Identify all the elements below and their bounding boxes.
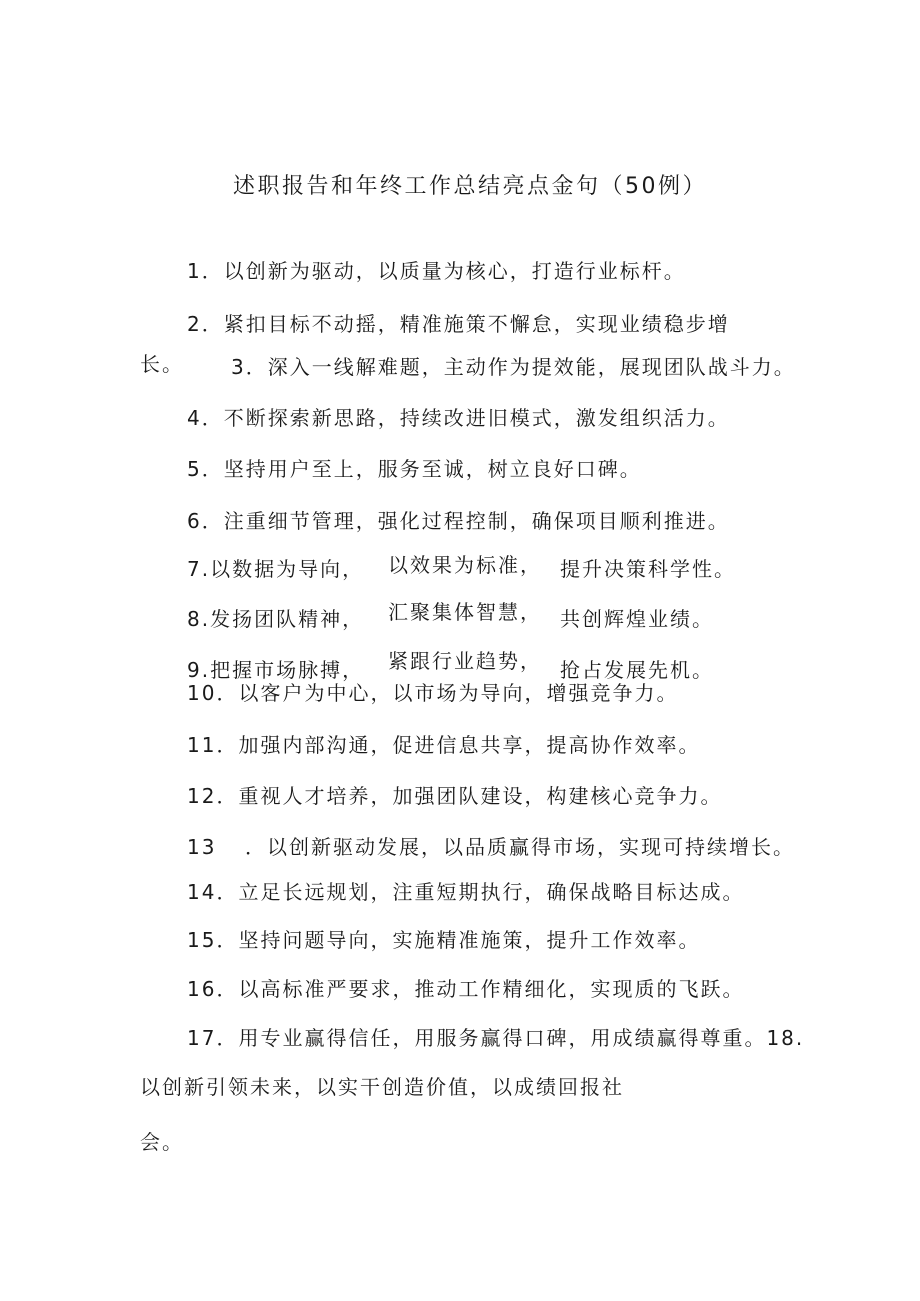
line-2-cont: 长。	[140, 352, 184, 376]
line-17: 17．用专业赢得信任，用服务赢得口碑，用成绩赢得尊重。18.	[187, 1026, 805, 1050]
line-8-part-1: 8.发扬团队精神，	[187, 607, 365, 631]
line-5: 5．坚持用户至上，服务至诚，树立良好口碑。	[187, 457, 642, 481]
line-9-part-2: 紧跟行业趋势，	[388, 649, 542, 673]
line-2: 2．紧扣目标不动摇，精准施策不懈怠，实现业绩稳步增	[187, 312, 730, 336]
line-9-part-3: 抢占发展先机。	[560, 658, 714, 682]
line-11: 11．加强内部沟通，促进信息共享，提高协作效率。	[187, 733, 701, 757]
line-18-cont: 会。	[140, 1130, 184, 1154]
line-12: 12．重视人才培养，加强团队建设，构建核心竞争力。	[187, 784, 723, 808]
line-4: 4．不断探索新思路，持续改进旧模式，激发组织活力。	[187, 406, 730, 430]
line-1: 1．以创新为驱动，以质量为核心，打造行业标杆。	[187, 259, 686, 283]
line-16: 16．以高标准严要求，推动工作精细化，实现质的飞跃。	[187, 977, 745, 1001]
line-18: 以创新引领未来，以实干创造价值，以成绩回报社	[140, 1075, 624, 1099]
line-13-number: 13	[187, 835, 217, 859]
line-7-part-1: 7.以数据为导向，	[187, 557, 365, 581]
line-10: 10．以客户为中心，以市场为导向，增强竞争力。	[187, 681, 679, 705]
page-title: 述职报告和年终工作总结亮点金句（50例）	[233, 174, 707, 199]
line-14: 14．立足长远规划，注重短期执行，确保战略目标达成。	[187, 880, 745, 904]
line-3: 3．深入一线解难题，主动作为提效能，展现团队战斗力。	[231, 355, 796, 379]
line-7-part-3: 提升决策科学性。	[560, 557, 736, 581]
line-8-part-3: 共创辉煌业绩。	[560, 607, 714, 631]
line-8-part-2: 汇聚集体智慧，	[388, 600, 542, 624]
line-15: 15．坚持问题导向，实施精准施策，提升工作效率。	[187, 928, 701, 952]
line-7-part-2: 以效果为标准，	[388, 553, 542, 577]
line-9-part-1: 9.把握市场脉搏，	[187, 658, 365, 682]
line-13-text: ．以创新驱动发展，以品质赢得市场，实现可持续增长。	[245, 835, 795, 859]
line-6: 6．注重细节管理，强化过程控制，确保项目顺利推进。	[187, 509, 730, 533]
